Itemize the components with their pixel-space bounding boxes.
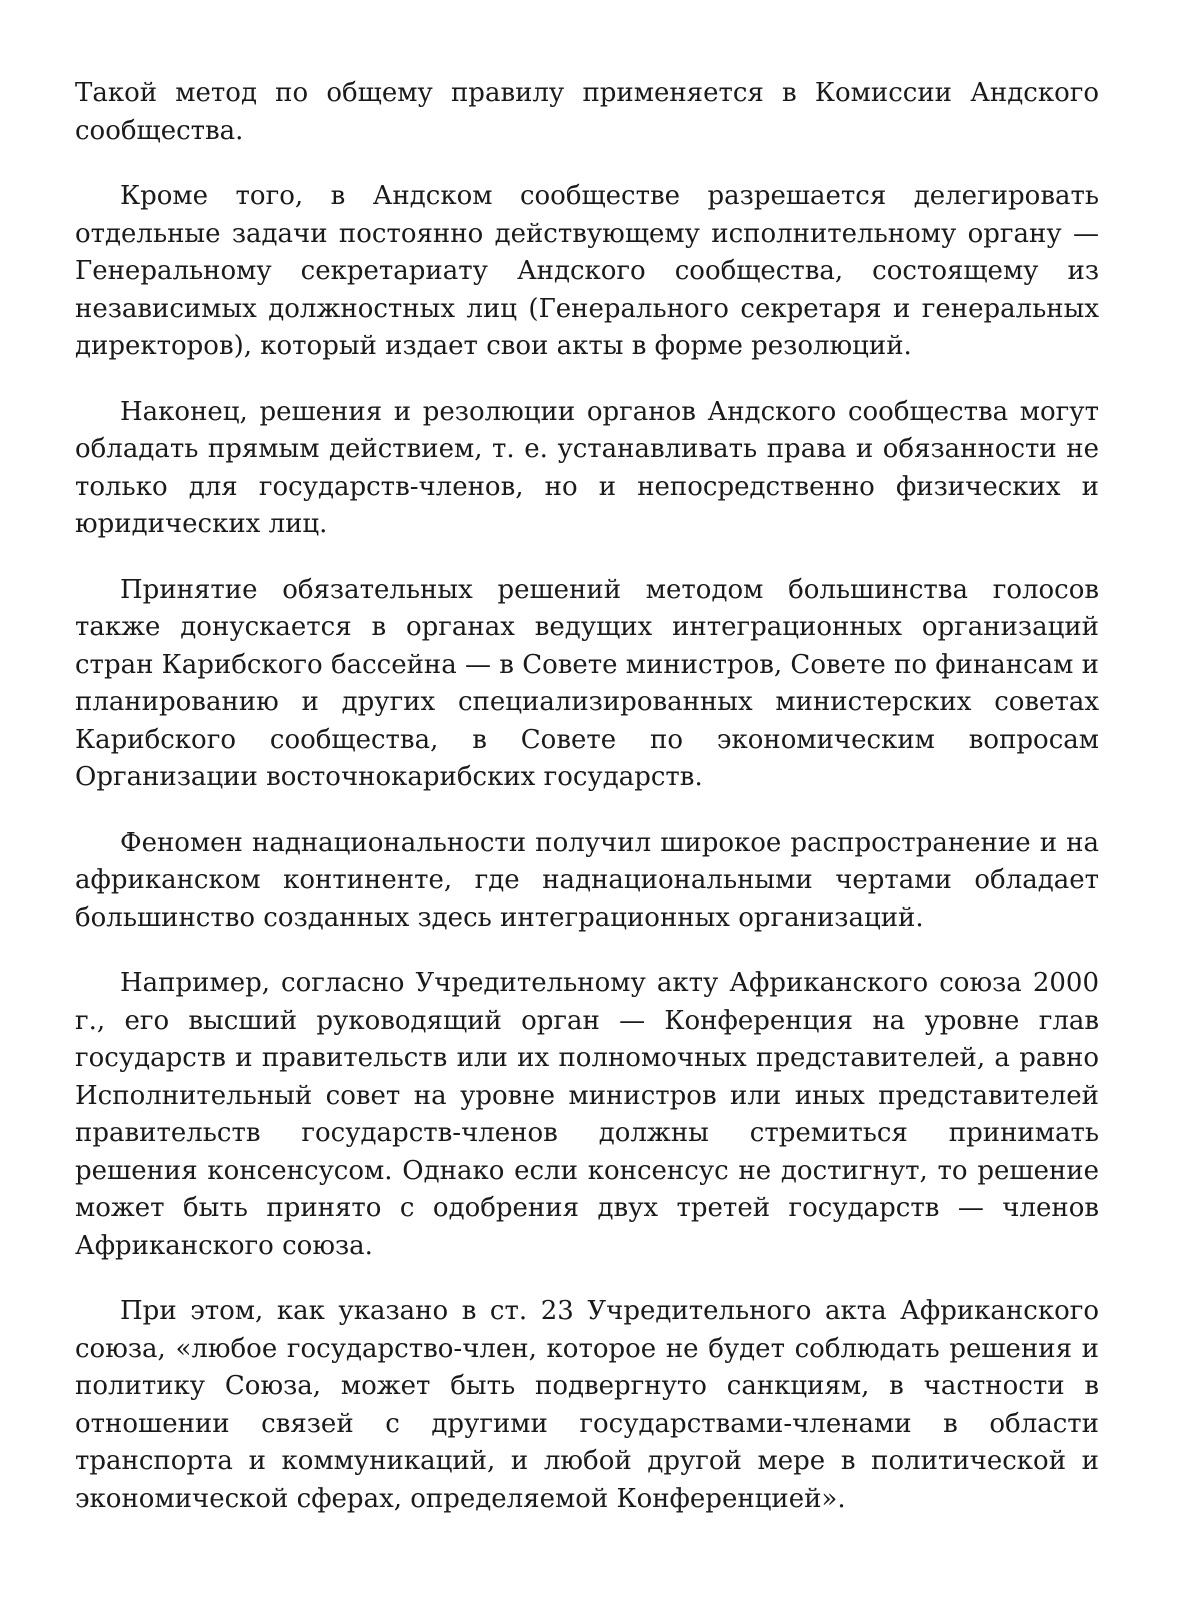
paragraph-1: Такой метод по общему правилу применяется в Комиссии Андского сообщества. xyxy=(75,78,1099,146)
document-page xyxy=(75,75,1099,1546)
paragraph-5: Феномен наднациональности получил широкое распространение и на африканском континенте, где наднациональными чертами обладает большинство созданных здесь интеграционных организаций. xyxy=(75,827,1099,933)
paragraph-3: Наконец, решения и резолюции органов Андского сообщества могут обладать прямым действием, т. е. устанавливать права и обязанности не только для государств-членов, но и непосредственно физических и юридических лиц. xyxy=(75,396,1099,539)
paragraph-6: Например, согласно Учредительному акту Африканского союза 2000 г., его высший руководящий орган — Конференция на уровне глав государств и правительств или их полномочных представителей, а равно Исполнительный совет на уровне министров или иных представителей правительств государств-членов должны стремиться принимать решения консенсусом. Однако если консенсус не достигнут, то решение может быть принято с одобрения двух третей государств — членов Африканского союза. xyxy=(75,968,1099,1261)
paragraph-4: Принятие обязательных решений методом большинства голосов также донускается в органах ведущих интеграционных организаций стран Карибского бассейна — в Совете министров, Совете по финансам и планированию и других специализированных министерских советах Карибского сообщества, в Совете по экономическим вопросам Организации восточнокарибских государств. xyxy=(75,574,1099,792)
paragraph-2: Кроме того, в Андском сообществе разрешается делегировать отдельные задачи постоянно действующему исполнительному органу — Генеральному секретариату Андского сообщества, состоящему из независимых должностных лиц (Генерального секретаря и генеральных директоров), который издает свои акты в форме резолюций. xyxy=(75,181,1099,361)
paragraph-7: При этом, как указано в ст. 23 Учредительного акта Африканского союза, «любое государство-член, которое не будет соблюдать решения и политику Союза, может быть подвергнуто санкциям, в частности в отношении связей с другими государствами-членами в области транспорта и коммуникаций, и любой другой мере в политической и экономической сферах, определяемой Конференцией». xyxy=(75,1296,1099,1514)
